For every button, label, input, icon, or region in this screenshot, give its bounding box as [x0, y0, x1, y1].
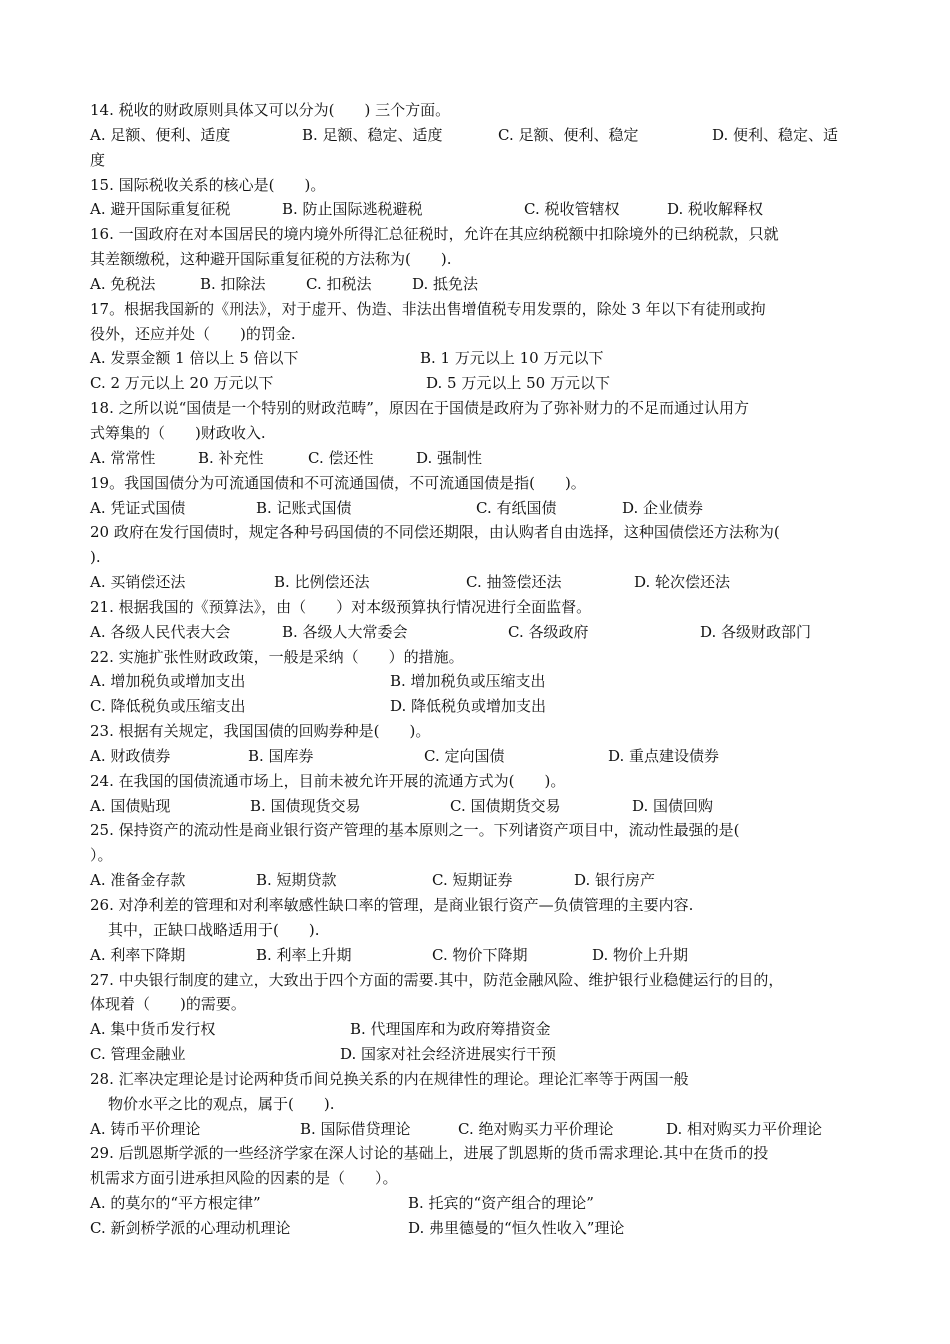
option-a: A. 避开国际重复征税 — [90, 200, 231, 219]
question-27-options-row2 — [90, 1042, 870, 1067]
option-a: A. 各级人民代表大会 — [90, 622, 231, 641]
option-b: B. 足额、稳定、适度 — [302, 125, 443, 144]
option-c: C. 新剑桥学派的心理动机理论 — [90, 1218, 291, 1237]
option-b: B. 各级人大常委会 — [282, 622, 408, 641]
option-b: B. 国库券 — [248, 746, 314, 765]
option-c: C. 有纸国债 — [476, 498, 557, 517]
option-c: C. 税收管辖权 — [524, 200, 620, 219]
question-18-stem-cont: 式筹集的（ )财政收入. — [90, 423, 266, 442]
question-25-options — [90, 868, 870, 893]
question-16-stem-cont: 其差额缴税，这种避开国际重复征税的方法称为( ). — [90, 250, 452, 269]
option-c: C. 抽签偿还法 — [466, 573, 562, 592]
question-16-stem: 16. 一国政府在对本国居民的境内境外所得汇总征税时，允许在其应纳税额中扣除境外的已纳税款，只就 — [90, 225, 779, 244]
option-d: D. 降低税负或增加支出 — [390, 697, 547, 716]
option-a: A. 免税法 — [90, 274, 156, 293]
question-20-stem: 20 政府在发行国债时，规定各种号码国债的不同偿还期限，由认购者自由选择，这种国债偿还方法称为( — [90, 523, 780, 542]
question-24-stem: 24. 在我国的国债流通市场上，目前未被允许开展的流通方式为( )。 — [90, 771, 566, 790]
option-a: A. 财政债券 — [90, 746, 171, 765]
question-19-options — [90, 496, 870, 521]
question-23-stem: 23. 根据有关规定，我国国债的回购券种是( )。 — [90, 722, 431, 741]
option-d: D. 国债回购 — [632, 796, 714, 815]
option-b: B. 代理国库和为政府筹措资金 — [350, 1020, 551, 1039]
question-24-options — [90, 794, 870, 819]
question-16-options — [90, 272, 870, 297]
question-14-stem: 14. 税收的财政原则具体又可以分为( ) 三个方面。 — [90, 101, 451, 119]
option-c: C. 绝对购买力平价理论 — [458, 1119, 614, 1138]
option-a: A. 足额、便利、适度 — [90, 125, 231, 144]
question-22-options-row2 — [90, 694, 870, 719]
option-c: C. 扣税法 — [306, 274, 372, 293]
option-d: D. 便利、稳定、适 — [712, 125, 839, 144]
question-14-option-tail: 度 — [90, 150, 106, 169]
option-a: A. 的莫尔的“平方根定律” — [90, 1194, 261, 1213]
option-c: C. 定向国债 — [424, 746, 505, 765]
option-b: B. 扣除法 — [200, 274, 266, 293]
question-18-stem: 18. 之所以说“国债是一个特别的财政范畴”，原因在于国债是政府为了弥补财力的不足而通过认用方 — [90, 399, 749, 418]
option-c: C. 国债期货交易 — [450, 796, 561, 815]
question-15-stem: 15. 国际税收关系的核心是( )。 — [90, 175, 326, 194]
question-18-options — [90, 446, 870, 471]
option-a: A. 增加税负或增加支出 — [90, 672, 246, 691]
option-b: B. 记账式国债 — [256, 498, 352, 517]
option-c: C. 2 万元以上 20 万元以下 — [90, 374, 274, 393]
question-26-stem-cont: 其中，正缺口战略适用于( ). — [108, 920, 320, 939]
question-29-options-row1 — [90, 1191, 870, 1216]
option-a: A. 铸币平价理论 — [90, 1119, 201, 1138]
option-c: C. 物价下降期 — [432, 945, 528, 964]
question-17-options-row1 — [90, 346, 870, 371]
question-15-options — [90, 197, 870, 222]
option-d: D. 相对购买力平价理论 — [666, 1119, 823, 1138]
option-d: D. 国家对社会经济进展实行干预 — [340, 1045, 557, 1064]
option-b: B. 比例偿还法 — [274, 573, 370, 592]
option-a: A. 准备金存款 — [90, 871, 186, 890]
option-c: C. 各级政府 — [508, 622, 589, 641]
option-a: A. 买销偿还法 — [90, 573, 186, 592]
question-29-stem-cont: 机需求方面引进承担风险的因素的是（ ）。 — [90, 1169, 398, 1188]
option-b: B. 1 万元以上 10 万元以下 — [420, 349, 604, 368]
question-29-options-row2 — [90, 1216, 870, 1241]
option-b: B. 托宾的“资产组合的理论” — [408, 1194, 594, 1213]
option-c: C. 足额、便利、稳定 — [498, 125, 639, 144]
question-26-options — [90, 943, 870, 968]
question-28-options — [90, 1117, 870, 1142]
option-b: B. 防止国际逃税避税 — [282, 200, 423, 219]
question-29-stem: 29. 后凯恩斯学派的一些经济学家在深人讨论的基础上，进展了凯恩斯的货币需求理论.其中在货币的投 — [90, 1144, 769, 1163]
option-d: D. 强制性 — [416, 448, 483, 467]
question-21-stem: 21. 根据我国的《预算法》，由（ ）对本级预算执行情况进行全面监督。 — [90, 597, 592, 616]
question-28-stem-cont: 物价水平之比的观点，属于( ). — [108, 1094, 335, 1113]
option-a: A. 常常性 — [90, 448, 156, 467]
option-c: C. 管理金融业 — [90, 1045, 186, 1064]
option-d: D. 轮次偿还法 — [634, 573, 731, 592]
option-b: B. 利率上升期 — [256, 945, 352, 964]
question-25-stem: 25. 保持资产的流动性是商业银行资产管理的基本原则之一。下列诸资产项目中，流动性最强的是( — [90, 821, 740, 840]
option-a: A. 凭证式国债 — [90, 498, 186, 517]
option-b: B. 补充性 — [198, 448, 264, 467]
option-d: D. 重点建设债券 — [608, 746, 720, 765]
option-b: B. 增加税负或压缩支出 — [390, 672, 546, 691]
option-b: B. 国债现货交易 — [250, 796, 361, 815]
question-28-stem: 28. 汇率决定理论是讨论两种货币间兑换关系的内在规律性的理论。理论汇率等于两国一般 — [90, 1069, 689, 1088]
option-d: D. 5 万元以上 50 万元以下 — [426, 374, 610, 393]
option-d: D. 企业债券 — [622, 498, 704, 517]
option-b: B. 短期贷款 — [256, 871, 337, 890]
option-a: A. 利率下降期 — [90, 945, 186, 964]
question-27-stem: 27. 中央银行制度的建立，大致出于四个方面的需要.其中，防范金融风险、维护银行业稳健运行的目的， — [90, 970, 784, 989]
option-c: C. 降低税负或压缩支出 — [90, 697, 246, 716]
question-20-options — [90, 570, 870, 595]
question-27-stem-cont: 体现着（ )的需要。 — [90, 995, 246, 1014]
question-17-options-row2 — [90, 371, 870, 396]
option-c: C. 偿还性 — [308, 448, 374, 467]
question-list — [90, 98, 870, 1241]
question-21-options — [90, 620, 870, 645]
option-d: D. 各级财政部门 — [700, 622, 812, 641]
option-b: B. 国际借贷理论 — [300, 1119, 411, 1138]
option-a: A. 发票金额 1 倍以上 5 倍以下 — [90, 349, 299, 368]
option-a: A. 集中货币发行权 — [90, 1020, 216, 1039]
option-d: D. 弗里德曼的“恒久性收入”理论 — [408, 1218, 625, 1237]
question-22-options-row1 — [90, 669, 870, 694]
question-14-options — [90, 123, 870, 148]
option-d: D. 物价上升期 — [592, 945, 689, 964]
question-17-stem: 17。根据我国新的《刑法》，对于虚开、伪造、非法出售增值税专用发票的，除处 3 年以下有徒刑或拘 — [90, 299, 766, 318]
option-a: A. 国债贴现 — [90, 796, 171, 815]
option-d: D. 抵免法 — [412, 274, 479, 293]
question-25-stem-cont: ）。 — [90, 846, 113, 865]
question-22-stem: 22. 实施扩张性财政政策，一般是采纳（ ）的措施。 — [90, 647, 464, 666]
question-26-stem: 26. 对净利差的管理和对利率敏感性缺口率的管理，是商业银行资产—负债管理的主要内容. — [90, 896, 694, 914]
question-19-stem: 19。我国国债分为可流通国债和不可流通国债，不可流通国债是指( )。 — [90, 473, 586, 492]
question-27-options-row1 — [90, 1017, 870, 1042]
question-17-stem-cont: 役外，还应并处（ )的罚金. — [90, 324, 296, 343]
option-c: C. 短期证券 — [432, 871, 513, 890]
question-20-stem-cont: ). — [90, 548, 101, 567]
option-d: D. 银行房产 — [574, 871, 656, 890]
question-23-options — [90, 744, 870, 769]
option-d: D. 税收解释权 — [667, 200, 764, 219]
